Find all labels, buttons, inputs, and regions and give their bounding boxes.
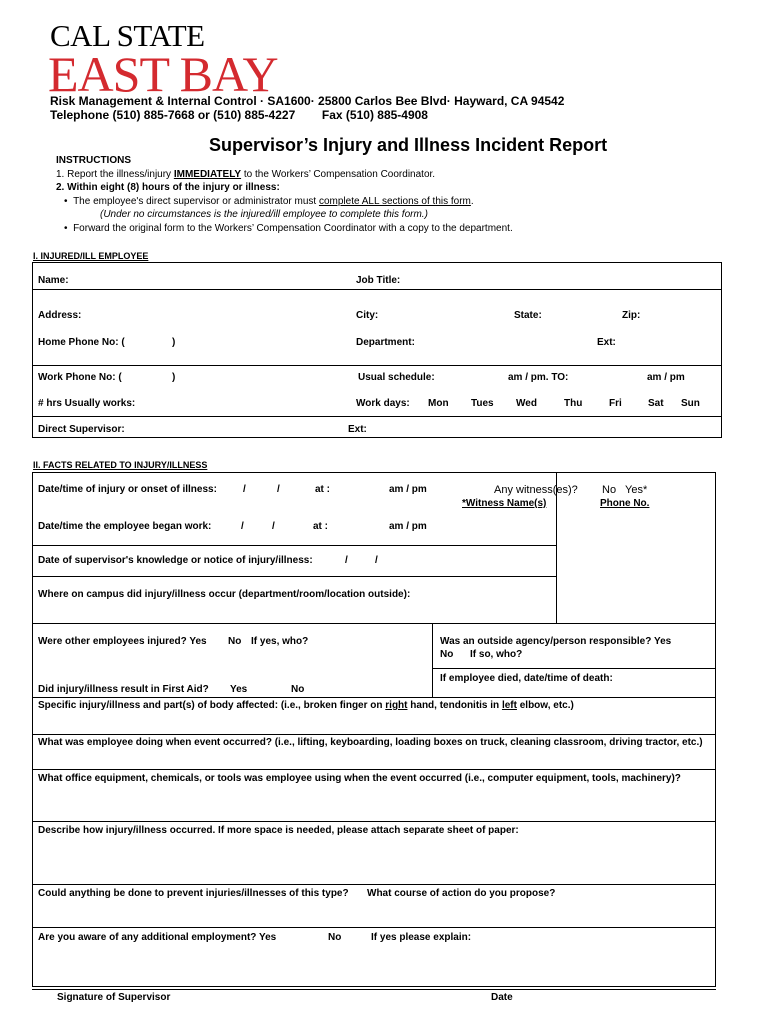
outside-agency-who[interactable]: If so, who? [470, 649, 523, 660]
date-field[interactable]: Date [491, 992, 513, 1003]
divider [32, 734, 716, 735]
instruction-item-1 [56, 169, 435, 180]
divider [432, 623, 433, 697]
divider [32, 769, 716, 770]
dept-ext-field[interactable]: Ext: [597, 337, 616, 348]
divider [32, 289, 722, 290]
outside-agency-field[interactable]: Was an outside agency/person responsible? Yes [440, 636, 672, 647]
additional-employment-no[interactable]: No [328, 932, 342, 943]
additional-explain-field[interactable]: If yes please explain: [371, 932, 472, 943]
instruction-bullet-1 [64, 196, 474, 207]
schedule-from-ampm[interactable]: am / pm. TO: [508, 372, 569, 383]
instructions-heading: INSTRUCTIONS [56, 155, 131, 166]
home-phone-field[interactable]: Home Phone No: ( [38, 337, 125, 348]
day-sun[interactable]: Sun [681, 398, 700, 409]
header-address: Risk Management & Internal Control · SA1600· 25800 Carlos Bee Blvd· Hayward, CA 94542 [50, 94, 565, 108]
header-phone: Telephone (510) 885-7668 or (510) 885-4227 Fax (510) 885-4908 [50, 108, 428, 122]
divider [32, 821, 716, 822]
injury-ampm[interactable]: am / pm [389, 484, 427, 495]
usual-schedule-field[interactable]: Usual schedule: [358, 372, 435, 383]
divider [432, 668, 716, 669]
section2-heading-text: II. FACTS RELATED TO INJURY/ILLNESS [33, 460, 208, 470]
date-slash: / [345, 555, 348, 566]
divider [32, 623, 716, 624]
other-employees-who[interactable]: If yes, who? [251, 636, 309, 647]
section2-box [32, 472, 716, 987]
signature-field[interactable]: Signature of Supervisor [57, 992, 171, 1003]
date-slash: / [375, 555, 378, 566]
section1-heading-text: I. INJURED/ILL EMPLOYEE [33, 251, 149, 261]
day-fri[interactable]: Fri [609, 398, 622, 409]
logo-line1: CAL STATE [50, 18, 205, 53]
bullet-1-underlined: complete ALL sections of this form [318, 196, 471, 207]
page-title: Supervisor’s Injury and Illness Incident Report [209, 135, 608, 155]
section2-heading [33, 460, 207, 470]
day-thu[interactable]: Thu [564, 398, 583, 409]
job-title-field[interactable]: Job Title: [356, 275, 401, 286]
divider [32, 697, 716, 698]
instruction-note: (Under no circumstances is the injured/ill employee to complete this form.) [100, 209, 428, 220]
supervisor-knowledge-field[interactable]: Date of supervisor's knowledge or notice of injury/illness: [38, 555, 313, 566]
instruction-1-emphasis: IMMEDIATELY [173, 169, 242, 180]
work-phone-close: ) [172, 372, 176, 383]
day-sat[interactable]: Sat [648, 398, 664, 409]
department-field[interactable]: Department: [356, 337, 415, 348]
first-aid-field[interactable]: Did injury/illness result in First Aid? [38, 684, 209, 695]
divider [32, 927, 716, 928]
divider [32, 416, 722, 417]
signature-line [32, 989, 716, 990]
death-datetime-field[interactable]: If employee died, date/time of death: [440, 673, 613, 684]
specific-right: right [385, 700, 408, 711]
first-aid-yes[interactable]: Yes [230, 684, 248, 695]
employee-doing-field[interactable]: What was employee doing when event occurred? (i.e., lifting, keyboarding, loading boxes on truck, cleaning classroom, driving tractor, etc.) [38, 737, 703, 748]
work-phone-field[interactable]: Work Phone No: ( [38, 372, 122, 383]
prevent-field[interactable]: Could anything be done to prevent injuries/illnesses of this type? [38, 888, 349, 899]
instruction-item-2: 2. Within eight (8) hours of the injury or illness: [56, 182, 280, 193]
date-slash: / [277, 484, 280, 495]
specific-mid: hand, tendonitis in [407, 700, 502, 711]
witness-no-yes[interactable]: No Yes* [602, 484, 648, 496]
schedule-to-ampm[interactable]: am / pm [647, 372, 685, 383]
hrs-usually-works-field[interactable]: # hrs Usually works: [38, 398, 136, 409]
specific-injury-field[interactable] [38, 700, 574, 711]
other-employees-no[interactable]: No [228, 636, 242, 647]
specific-left: left [501, 700, 517, 711]
instruction-bullet-2 [64, 223, 513, 234]
supervisor-ext-field[interactable]: Ext: [348, 424, 367, 435]
witness-names-text: *Witness Name(s) [462, 498, 547, 509]
zip-field[interactable]: Zip: [622, 310, 641, 321]
divider [32, 365, 722, 366]
instruction-1-post: to the Workers’ Compensation Coordinator. [241, 169, 436, 180]
day-mon[interactable]: Mon [428, 398, 449, 409]
bullet-icon: • [64, 196, 74, 207]
outside-agency-no[interactable]: No [440, 649, 454, 660]
course-of-action-field[interactable]: What course of action do you propose? [367, 888, 556, 899]
city-field[interactable]: City: [356, 310, 379, 321]
where-on-campus-field[interactable]: Where on campus did injury/illness occur (department/room/location outside): [38, 589, 411, 600]
direct-supervisor-field[interactable]: Direct Supervisor: [38, 424, 125, 435]
section1-heading [33, 251, 148, 261]
witness-phone-label [600, 498, 649, 509]
day-wed[interactable]: Wed [516, 398, 537, 409]
witness-question: Any witness(es)? [494, 484, 578, 496]
other-employees-field[interactable]: Were other employees injured? Yes [38, 636, 207, 647]
divider [32, 576, 556, 577]
time-at: at : [315, 484, 330, 495]
bullet-1-post: . [470, 196, 474, 207]
additional-employment-field[interactable]: Are you aware of any additional employment? Yes [38, 932, 277, 943]
state-field[interactable]: State: [514, 310, 542, 321]
time-at: at : [313, 521, 328, 532]
divider [32, 884, 716, 885]
logo-line2: EAST BAY [48, 46, 278, 102]
first-aid-no[interactable]: No [291, 684, 305, 695]
divider [32, 545, 556, 546]
specific-post: elbow, etc.) [516, 700, 574, 711]
bullet-2-text: Forward the original form to the Workers’ Compensation Coordinator with a copy to the department. [73, 223, 513, 234]
bullet-1-pre: The employee's direct supervisor or administrator must [73, 196, 319, 207]
witness-phone-text: Phone No. [600, 498, 650, 509]
date-slash: / [272, 521, 275, 532]
equipment-used-field[interactable]: What office equipment, chemicals, or tools was employee using when the event occurred (i.e., computer equipment, tools, machinery)? [38, 773, 681, 784]
home-phone-close: ) [172, 337, 176, 348]
work-days-label: Work days: [356, 398, 410, 409]
witness-names-label [462, 498, 546, 509]
date-slash: / [243, 484, 246, 495]
name-field[interactable]: Name: [38, 275, 69, 286]
specific-pre: Specific injury/illness and part(s) of body affected: (i.e., broken finger on [38, 700, 386, 711]
began-work-field[interactable]: Date/time the employee began work: [38, 521, 212, 532]
describe-occurrence-field[interactable]: Describe how injury/illness occurred. If more space is needed, please attach separate sheet of paper: [38, 825, 519, 836]
date-slash: / [241, 521, 244, 532]
bullet-icon: • [64, 223, 74, 234]
instruction-1-pre: 1. Report the illness/injury [56, 169, 174, 180]
address-field[interactable]: Address: [38, 310, 82, 321]
injury-datetime-field[interactable]: Date/time of injury or onset of illness: [38, 484, 217, 495]
day-tues[interactable]: Tues [471, 398, 494, 409]
began-ampm[interactable]: am / pm [389, 521, 427, 532]
